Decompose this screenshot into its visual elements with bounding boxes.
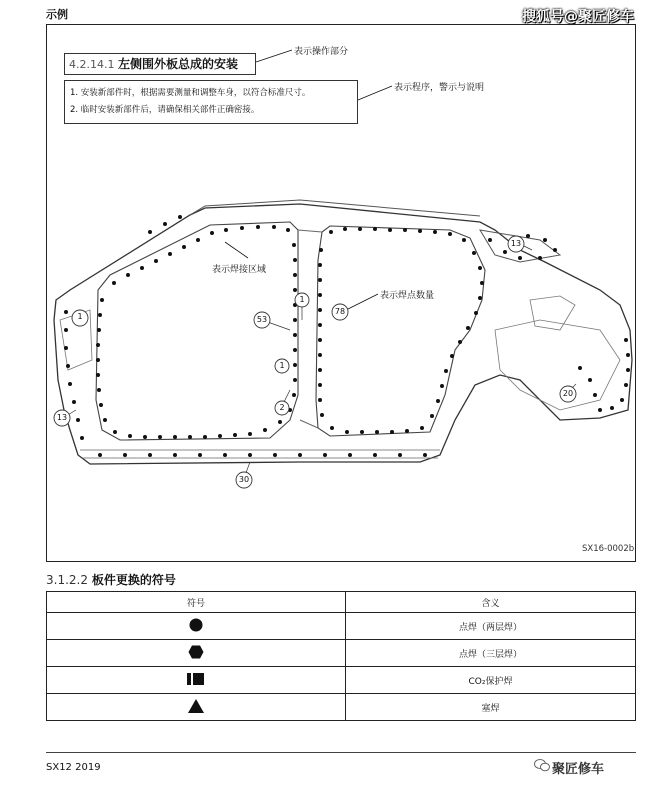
filled-triangle-icon [187,698,205,714]
callout-2: 2 [279,403,285,412]
weld-dots-front [96,225,297,439]
callout-53: 53 [256,315,268,324]
footer-doc-id: SX12 2019 [46,762,101,773]
wechat-icon [534,758,550,772]
table-row [47,640,636,667]
callout-13-rear: 13 [510,239,522,248]
meaning-cell: CO₂保护焊 [346,667,636,694]
procedure-box [64,80,358,124]
procedure-step: 1. 安装新部件时，根据需要测量和调整车身，以符合标准尺寸。 [70,88,311,98]
drawing-code: SX16-0002b [582,544,635,554]
section-number: 3.1.2.2 [46,573,88,587]
callout-20: 20 [562,389,574,398]
callout-13-left: 13 [56,413,68,422]
column-header: 符号 [47,592,346,613]
operation-title-box [64,53,256,75]
section-heading [46,571,176,588]
footer-brand: 聚匠修车 [552,762,605,777]
meaning-cell: 点焊（两层焊） [346,613,636,640]
table-row [47,694,636,721]
table-row [47,667,636,694]
rear-door-opening [316,226,485,436]
table-header-row [47,592,636,613]
callout-1-upper: 1 [299,295,305,304]
callout-78: 78 [334,307,346,316]
symbol-table [46,591,636,721]
meaning-cell: 点焊（三层焊） [346,640,636,667]
callout-30: 30 [238,475,250,484]
annotation-procedure: 表示程序，警示与说明 [394,83,485,93]
annotation-weld-area: 表示焊接区域 [212,265,267,275]
filled-circle-icon [188,617,204,633]
column-header: 含义 [346,592,636,613]
annotation-operation: 表示操作部分 [294,47,349,57]
callout-1-lower: 1 [279,361,285,370]
operation-title: 左侧围外板总成的安装 [117,57,238,71]
procedure-step: 2. 临时安装新部件后，请确保相关部件正确密接。 [70,105,260,115]
watermark: 搜狐号@聚匠修车 [522,9,634,25]
table-row [47,613,636,640]
section-label: 示例 [46,8,68,21]
operation-number: 4.2.14.1 [69,58,115,71]
body-outline [54,204,632,464]
weld-dots-rear [318,227,484,434]
meaning-cell: 塞焊 [346,694,636,721]
co2-weld-bars-icon [186,671,206,687]
annotation-weld-count: 表示焊点数量 [380,291,435,301]
callout-13-left-top: 1 [77,312,83,321]
filled-hexagon-icon [188,644,204,660]
weld-dots-outer [64,215,630,457]
footer-divider [46,752,636,753]
section-title: 板件更换的符号 [91,573,176,587]
